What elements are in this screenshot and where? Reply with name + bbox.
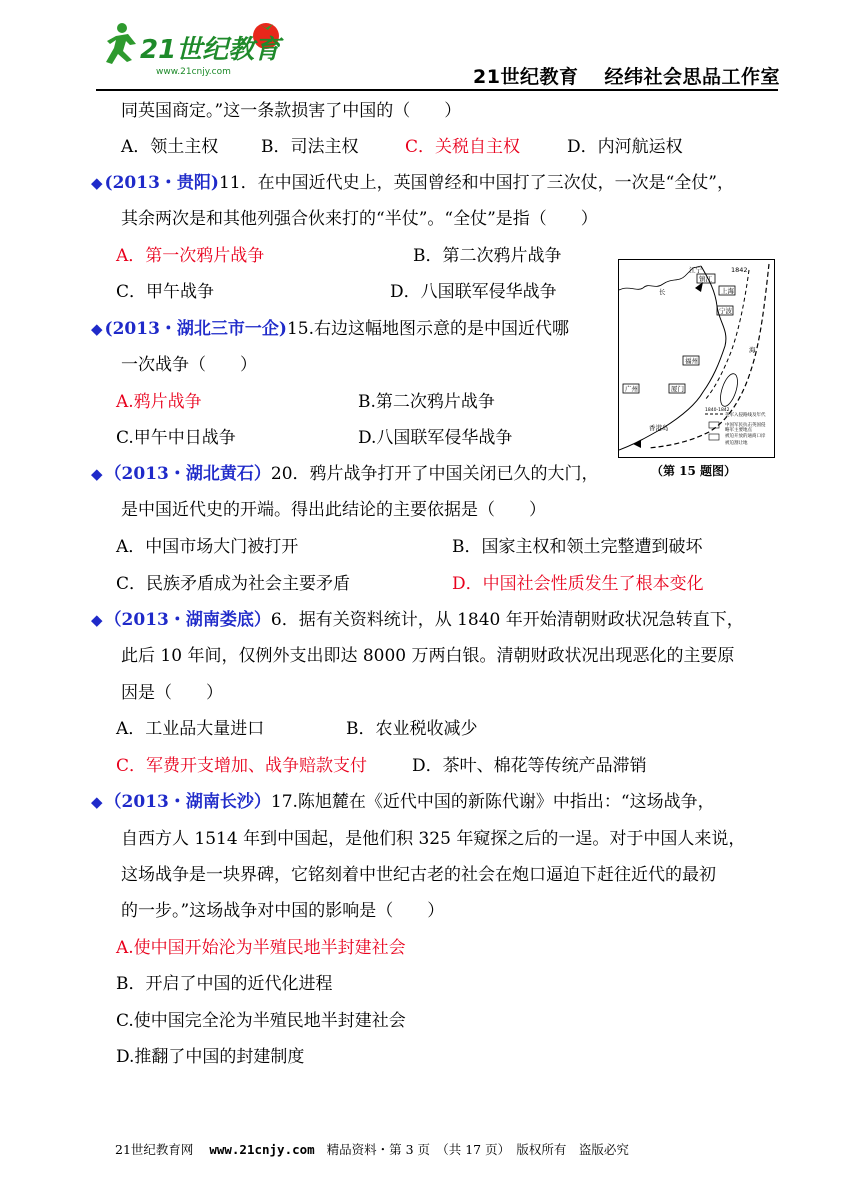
page-header xyxy=(0,0,860,92)
q6-stem-2: 此后 10 年间，仅例外支出即达 8000 万两白银。清朝财政状况出现恶化的主要原 xyxy=(121,646,735,666)
q6-option-b: B．农业税收减少 xyxy=(346,719,478,739)
q-prev-stem-end: 同英国商定。”这一条款损害了中国的（ ） xyxy=(121,101,462,121)
brand-left: 21世纪教育 xyxy=(473,66,579,88)
q17-stem-4: 的一步。”这场战争对中国的影响是（ ） xyxy=(121,901,445,921)
svg-text:略军主要地点: 略军主要地点 xyxy=(725,428,752,433)
footer-site: 21世纪教育网 xyxy=(115,1142,194,1157)
q11-option-c: C．甲午战争 xyxy=(116,282,215,302)
q15-text: 15.右边这幅地图示意的是中国近代哪 xyxy=(286,319,569,339)
q6-option-a: A．工业品大量进口 xyxy=(116,719,265,739)
q20-tag: （2013・湖北黄石） xyxy=(104,464,271,484)
q11-stem xyxy=(91,172,734,194)
q15-tag: (2013・湖北三市一企) xyxy=(104,319,287,339)
footer-rest: 精品资料・第 3 页 （共 17 页） 版权所有 盗版必究 xyxy=(326,1142,629,1157)
q17-option-c: C.使中国完全沦为半殖民地半封建社会 xyxy=(116,1011,406,1031)
q20-stem-2: 是中国近代史的开端。得出此结论的主要依据是（ ） xyxy=(121,500,546,520)
q20-option-c: C．民族矛盾成为社会主要矛盾 xyxy=(116,574,351,594)
svg-text:厦门: 厦门 xyxy=(671,385,684,393)
q6-stem xyxy=(91,609,744,631)
svg-text:被迫开放的通商口岸: 被迫开放的通商口岸 xyxy=(725,434,766,439)
q17-stem-3: 这场战争是一块界碑，它铭刻着中世纪古老的社会在炮口逼迫下赶往近代的最初 xyxy=(121,865,716,885)
q6-option-d: D．茶叶、棉花等传统产品滞销 xyxy=(412,756,647,776)
brand-right: 经纬社会思品工作室 xyxy=(604,66,780,88)
q-prev-option-b: B．司法主权 xyxy=(261,137,359,157)
diamond-icon: ◆ xyxy=(91,174,103,192)
page-footer xyxy=(115,1140,629,1158)
q17-option-d: D.推翻了中国的封建制度 xyxy=(116,1047,305,1067)
svg-text:宁波: 宁波 xyxy=(719,307,732,315)
q15-option-c: C.甲午中日战争 xyxy=(116,428,236,448)
svg-text:上海: 上海 xyxy=(721,287,734,295)
diamond-icon: ◆ xyxy=(91,320,103,338)
diamond-icon: ◆ xyxy=(91,611,103,629)
q15-option-d: D.八国联军侵华战争 xyxy=(358,428,513,448)
diamond-icon: ◆ xyxy=(91,793,103,811)
svg-text:海: 海 xyxy=(749,346,756,354)
logo-text: 21世纪教育 xyxy=(140,35,281,65)
q-prev-option-a: A．领土主权 xyxy=(121,137,219,157)
q-prev-options xyxy=(121,136,683,158)
q17-option-b: B．开启了中国的近代化进程 xyxy=(116,974,333,994)
svg-text:福州: 福州 xyxy=(685,357,698,365)
q11-option-d: D．八国联军侵华战争 xyxy=(390,282,557,302)
svg-text:中国军民抗击英国侵: 中国军民抗击英国侵 xyxy=(725,423,766,428)
q6-option-c: C．军费开支增加、战争赔款支付 xyxy=(116,756,368,776)
q-prev-option-d: D．内河航运权 xyxy=(567,137,683,157)
q11-option-b: B．第二次鸦片战争 xyxy=(413,246,562,266)
q6-text: 6．据有关资料统计，从 1840 年开始清朝财政状况急转直下， xyxy=(270,610,744,630)
q11-stem-2: 其余两次是和其他列强合伙来打的“半仗”。“全仗”是指（ ） xyxy=(121,209,598,229)
svg-text:广州: 广州 xyxy=(625,385,638,393)
diamond-icon: ◆ xyxy=(91,465,103,483)
header-rule xyxy=(96,89,778,91)
brand xyxy=(473,62,780,89)
q20-stem xyxy=(91,463,599,485)
q17-stem-2: 自西方人 1514 年到中国起，是他们积 325 年窥探之后的一逞。对于中国人来说， xyxy=(121,829,746,849)
svg-text:1840-1842: 1840-1842 xyxy=(705,408,730,413)
logo-url: www.21cnjy.com xyxy=(156,67,231,77)
svg-text:江宁: 江宁 xyxy=(689,266,702,274)
svg-text:1842: 1842 xyxy=(731,266,748,274)
q20-option-d: D．中国社会性质发生了根本变化 xyxy=(452,574,704,594)
q15-stem xyxy=(91,318,569,340)
q-prev-option-c: C．关税自主权 xyxy=(405,137,521,157)
q11-text: 11．在中国近代史上，英国曾经和中国打了三次仗，一次是“全仗”， xyxy=(218,173,734,193)
q20-option-a: A．中国市场大门被打开 xyxy=(116,537,299,557)
q17-option-a: A.使中国开始沦为半殖民地半封建社会 xyxy=(116,938,406,958)
svg-text:英军入侵路线及年代: 英军入侵路线及年代 xyxy=(725,413,766,418)
svg-text:香港岛: 香港岛 xyxy=(649,424,669,432)
q17-stem xyxy=(91,791,715,813)
map-caption: （第 15 题图） xyxy=(651,464,737,478)
q20-text: 20．鸦片战争打开了中国关闭已久的大门， xyxy=(270,464,599,484)
q15-stem-2: 一次战争（ ） xyxy=(121,355,257,375)
q6-stem-3: 因是（ ） xyxy=(121,683,223,703)
footer-url[interactable]: www.21cnjy.com xyxy=(209,1142,315,1157)
svg-text:长: 长 xyxy=(659,288,666,296)
opium-war-map xyxy=(618,259,775,458)
q11-option-a: A．第一次鸦片战争 xyxy=(116,246,265,266)
q20-option-b: B．国家主权和领土完整遭到破坏 xyxy=(452,537,703,557)
q15-option-b: B.第二次鸦片战争 xyxy=(358,392,495,412)
q11-tag: (2013・贵阳) xyxy=(104,173,219,193)
logo xyxy=(96,14,286,82)
q15-option-a: A.鸦片战争 xyxy=(116,392,202,412)
svg-text:被迫割让地: 被迫割让地 xyxy=(725,441,748,446)
svg-text:镇江: 镇江 xyxy=(699,275,712,283)
q6-tag: （2013・湖南娄底） xyxy=(104,610,271,630)
q17-text: 17.陈旭麓在《近代中国的新陈代谢》中指出：“这场战争， xyxy=(270,792,715,812)
q17-tag: （2013・湖南长沙） xyxy=(104,792,271,812)
